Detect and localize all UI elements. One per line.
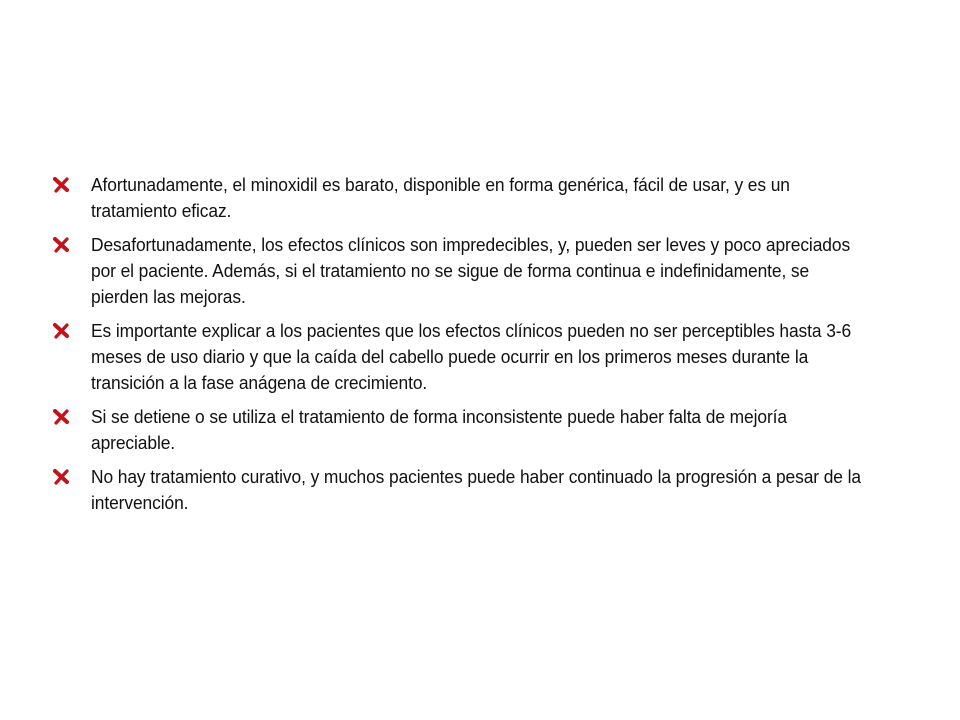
x-mark-bullet-icon	[52, 323, 70, 339]
bullet-item-1	[52, 172, 912, 224]
x-mark-bullet-icon	[52, 409, 70, 425]
x-mark-bullet-icon	[52, 177, 70, 193]
bullet-text: No hay tratamiento curativo, y muchos pacientes puede haber continuado la progresión a pesar de la intervención.	[91, 466, 861, 513]
x-mark-bullet-icon	[52, 469, 70, 485]
bullet-item-5	[52, 464, 912, 516]
bullet-text: Afortunadamente, el minoxidil es barato, disponible en forma genérica, fácil de usar, y es un tratamiento eficaz.	[91, 174, 790, 221]
bullet-list	[52, 172, 912, 524]
bullet-text: Desafortunadamente, los efectos clínicos son impredecibles, y, pueden ser leves y poco apreciados por el paciente. Además, si el tratamiento no se sigue de forma continua e indefinidamente, se pierden las mejoras.	[91, 234, 851, 307]
bullet-item-3	[52, 318, 912, 396]
bullet-item-4	[52, 404, 912, 456]
bullet-text: Si se detiene o se utiliza el tratamiento de forma inconsistente puede haber falta de mejoría apreciable.	[91, 406, 787, 453]
x-mark-bullet-icon	[52, 237, 70, 253]
bullet-item-2	[52, 232, 912, 310]
bullet-text: Es importante explicar a los pacientes que los efectos clínicos pueden no ser perceptibles hasta 3-6 meses de uso diario y que la caída del cabello puede ocurrir en los primeros meses durante la transición a la fase anágena de crecimiento.	[91, 320, 852, 393]
